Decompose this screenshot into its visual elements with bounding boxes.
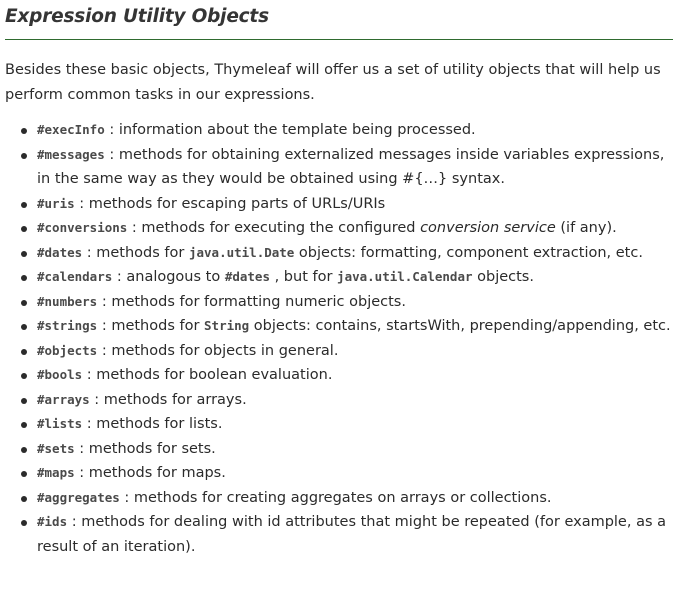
utility-object-description: : methods for lists. <box>82 416 223 432</box>
utility-object-name: #conversions <box>37 220 128 235</box>
list-item <box>37 363 673 388</box>
utility-object-description: : methods for formatting numeric objects. <box>97 293 406 310</box>
utility-object-description: : analogous to <box>112 269 225 285</box>
utility-object-description-tail: objects: contains, startsWith, prepending/appending, etc. <box>249 318 671 334</box>
list-item <box>37 437 673 462</box>
list-item <box>37 486 673 511</box>
utility-object-description-tail: objects: formatting, component extraction, etc. <box>294 244 643 261</box>
utility-object-name: #uris <box>37 195 75 211</box>
utility-object-description-tail: objects. <box>472 269 534 285</box>
bullet-icon <box>21 496 27 502</box>
intro-paragraph: Besides these basic objects, Thymeleaf will offer us a set of utility objects that will help us perform common tasks in our expressions. <box>5 62 661 103</box>
utility-object-name: #arrays <box>37 391 90 407</box>
list-item <box>37 461 673 486</box>
list-item <box>37 192 673 217</box>
inline-code: String <box>204 318 250 333</box>
list-item <box>37 412 673 437</box>
list-item <box>37 510 673 559</box>
bullet-icon <box>21 398 27 404</box>
emphasized-term: conversion service <box>420 220 556 236</box>
utility-object-description: : methods for executing the configured <box>127 220 421 236</box>
bullet-icon <box>21 202 27 208</box>
list-item <box>37 216 673 241</box>
utility-object-name: #dates <box>37 244 83 260</box>
utility-object-description: : methods for <box>82 244 189 261</box>
utility-object-description: : methods for maps. <box>74 465 226 481</box>
list-item <box>37 241 673 266</box>
heading-divider <box>5 39 673 40</box>
inline-code: java.util.Date <box>188 244 295 260</box>
list-item <box>37 290 673 315</box>
utility-object-name: #bools <box>37 367 83 382</box>
inline-code: java.util.Calendar <box>337 269 473 284</box>
utility-object-description-tail: (if any). <box>555 220 617 236</box>
bullet-icon <box>21 251 27 257</box>
utility-object-name: #lists <box>37 416 83 431</box>
utility-object-description: : methods for sets. <box>74 440 216 457</box>
utility-object-name: #maps <box>37 465 75 480</box>
utility-object-name: #strings <box>37 318 98 333</box>
utility-object-name: #sets <box>37 440 75 456</box>
bullet-icon <box>21 226 27 232</box>
bullet-icon <box>21 471 27 477</box>
utility-object-name: #messages <box>37 146 105 162</box>
utility-object-description: : methods for creating aggregates on arrays or collections. <box>119 489 552 506</box>
utility-object-description: : methods for dealing with id attributes that might be repeated (for example, as a result of an iteration). <box>37 514 667 555</box>
bullet-icon <box>21 349 27 355</box>
list-item <box>37 265 673 290</box>
bullet-icon <box>21 324 27 330</box>
utility-object-description: : methods for boolean evaluation. <box>82 367 333 383</box>
section-heading: Expression Utility Objects <box>5 6 269 27</box>
list-item <box>37 339 673 364</box>
utility-object-name: #execInfo <box>37 122 105 137</box>
utility-object-name: #aggregates <box>37 489 120 505</box>
inline-code: #dates <box>224 269 270 284</box>
list-item <box>37 143 673 192</box>
utility-object-description: : methods for arrays. <box>89 391 247 408</box>
utility-object-description: : methods for objects in general. <box>97 342 339 359</box>
utility-object-name: #ids <box>37 514 68 529</box>
utility-object-name: #objects <box>37 342 98 358</box>
list-item <box>37 314 673 339</box>
bullet-icon <box>21 373 27 379</box>
utility-object-description: : methods for obtaining externalized messages inside variables expressions, in the same way as they would be obtained using #{…} syntax. <box>37 146 665 187</box>
list-item <box>37 388 673 413</box>
bullet-icon <box>21 275 27 281</box>
utility-object-description-middle: , but for <box>269 269 338 285</box>
utility-objects-list <box>5 118 673 559</box>
utility-object-name: #calendars <box>37 269 113 284</box>
utility-object-description: : methods for escaping parts of URLs/URIs <box>74 195 386 212</box>
bullet-icon <box>21 422 27 428</box>
bullet-icon <box>21 153 27 159</box>
bullet-icon <box>21 128 27 134</box>
utility-object-description: : methods for <box>97 318 205 334</box>
bullet-icon <box>21 447 27 453</box>
utility-object-description: : information about the template being processed. <box>104 122 476 138</box>
bullet-icon <box>21 300 27 306</box>
bullet-icon <box>21 520 27 526</box>
utility-object-name: #numbers <box>37 293 98 309</box>
list-item <box>37 118 673 143</box>
